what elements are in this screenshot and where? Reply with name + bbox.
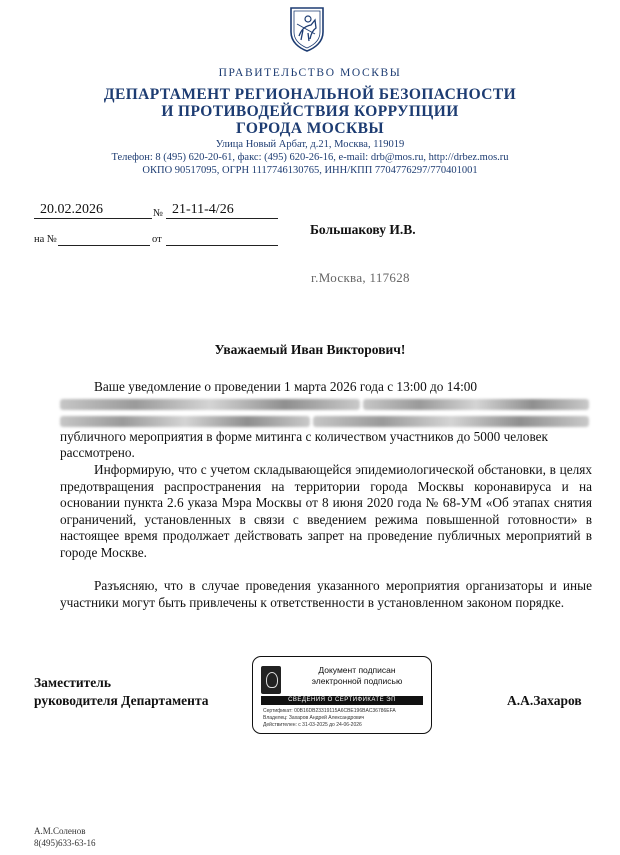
reference-from-label: от (152, 234, 162, 245)
stamp-validity: Действителен: с 31-03-2025 до 24-06-2026 (263, 722, 362, 728)
greeting: Уважаемый Иван Викторович! (214, 342, 406, 357)
signer-name: А.А.Захаров (507, 693, 582, 708)
department-name-line-1: ДЕПАРТАМЕНТ РЕГИОНАЛЬНОЙ БЕЗОПАСНОСТИ (103, 86, 517, 103)
electronic-signature-stamp (252, 656, 432, 734)
paragraph-2-text: Информирую, что с учетом складывающейся эпидемиологической обстановки, в целях предотвращения распространения на территории города Москвы коронавируса и на основании пункта 2.6 указа Мэра Москвы от 8 июня 2020 года № 68-УМ «Об этапах снятия ограничений, установленных в связи с введением режима повышенной готовности» в настоящее время продолжает действовать запрет на проведение публичных мероприятий в городе Москве. (60, 462, 592, 560)
stamp-owner: Владелец: Захаров Андрей Александрович (263, 715, 365, 721)
stamp-line-1: Документ подписан (318, 665, 396, 675)
stamp-emblem-icon (261, 666, 281, 694)
stamp-certificate-bar: СВЕДЕНИЯ О СЕРТИФИКАТЕ ЭП (261, 696, 423, 705)
registration-number-line (166, 218, 278, 219)
reference-number-line (58, 245, 150, 246)
executor-name: А.М.Соленов (34, 826, 86, 836)
department-contacts: Телефон: 8 (495) 620-20-61, факс: (495) 620-26-16, e-mail: drb@mos.ru, http://drbez.mos.ru (111, 152, 509, 163)
redacted-line-2 (60, 412, 592, 429)
reference-date-line (166, 245, 278, 246)
paragraph-1-line-1: Ваше уведомление о проведении 1 марта 2026 года с 13:00 до 14:00 (94, 379, 478, 394)
letter-paragraph-1 (60, 379, 592, 462)
reference-label: на № (34, 234, 57, 245)
department-address: Улица Новый Арбат, д.21, Москва, 119019 (215, 139, 405, 150)
signer-title-line-1: Заместитель (34, 675, 111, 690)
stamp-line-2: электронной подписью (311, 676, 403, 686)
registration-number-label: № (153, 208, 164, 219)
letter-paragraph-3 (60, 578, 592, 611)
paragraph-3-text: Разъясняю, что в случае проведения указанного мероприятия организаторы и иные участники могут быть привлечены к ответственности в установленном законом порядке. (60, 578, 592, 610)
stamp-certificate: Сертификат: 00B16DB23319115A6CBE196BAC36786EFA (263, 708, 396, 714)
letter-paragraph-2 (60, 462, 592, 562)
department-codes: ОКПО 90517095, ОГРН 1117746130765, ИНН/КПП 7704776297/770401001 (142, 165, 478, 176)
recipient-name: Большакову И.В. (310, 222, 416, 237)
signer-title-line-2: руководителя Департамента (34, 693, 209, 708)
registration-number: 21-11-4/26 (172, 202, 234, 217)
moscow-coat-of-arms-icon (289, 6, 325, 52)
government-name: ПРАВИТЕЛЬСТВО МОСКВЫ (218, 67, 402, 79)
department-name-line-3: ГОРОДА МОСКВЫ (236, 120, 384, 137)
recipient-city: г.Москва, 117628 (311, 270, 410, 285)
paragraph-1-line-4: публичного мероприятия в форме митинга с количеством участников до 5000 человек (60, 428, 549, 444)
registration-date-line (34, 218, 152, 219)
executor-phone: 8(495)633-63-16 (34, 838, 96, 848)
department-name-line-2: И ПРОТИВОДЕЙСТВИЯ КОРРУПЦИИ (161, 103, 459, 120)
paragraph-1-line-5: рассмотрено. (60, 445, 135, 461)
redacted-line-1 (60, 396, 592, 413)
registration-date: 20.02.2026 (40, 202, 103, 217)
